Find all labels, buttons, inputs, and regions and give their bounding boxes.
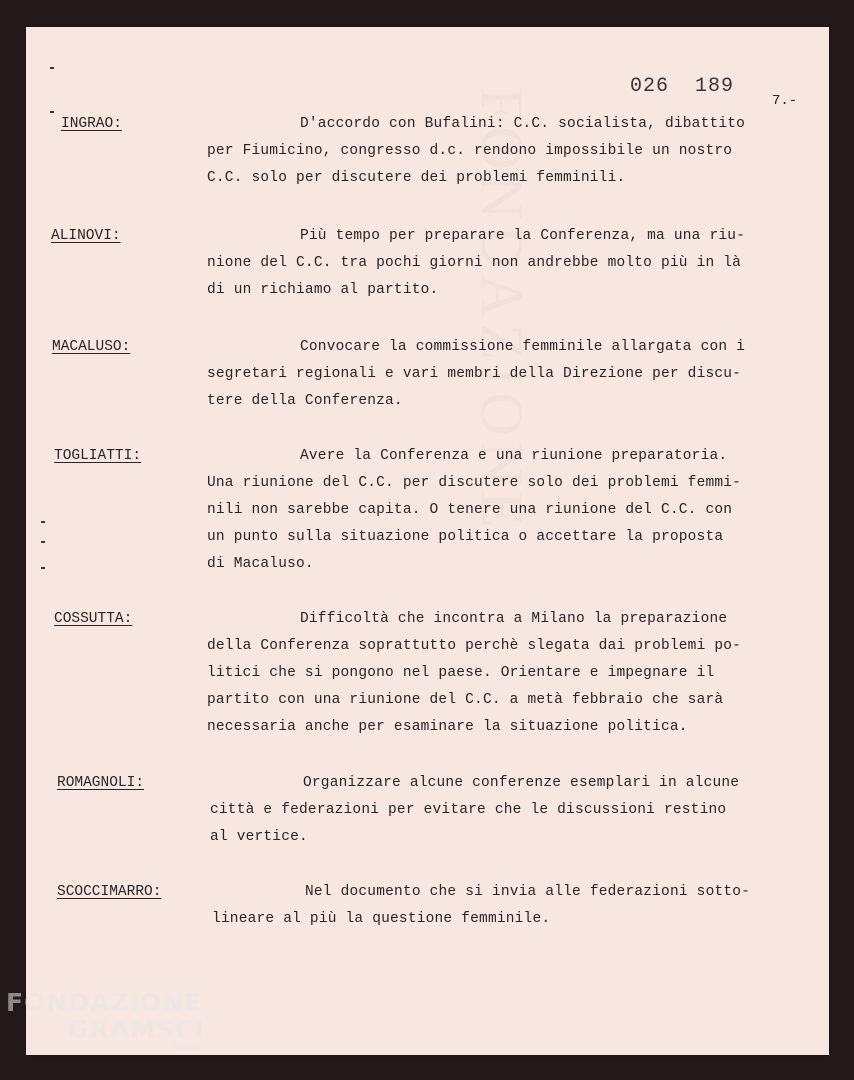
- statement-line: della Conferenza soprattutto perchè slegata dai problemi po-: [207, 638, 742, 654]
- fondazione-gramsci-logo: [6, 988, 205, 1052]
- statement-line: Più tempo per preparare la Conferenza, ma una riu-: [300, 228, 746, 244]
- statement-line: città e federazioni per evitare che le discussioni restino: [210, 802, 727, 818]
- statement-line: Convocare la commissione femminile allargata con i: [300, 339, 746, 355]
- speaker-name: INGRAO:: [61, 116, 122, 132]
- statement-line: Organizzare alcune conferenze esemplari in alcune: [303, 775, 740, 791]
- statement-line: nione del C.C. tra pochi giorni non andrebbe molto più in là: [207, 255, 742, 271]
- statement-line: Una riunione del C.C. per discutere solo dei problemi femmi-: [207, 475, 742, 491]
- watermark: FONDAZIONE: [469, 87, 535, 534]
- statement-line: di Macaluso.: [207, 556, 314, 572]
- statement-line: lineare al più la questione femminile.: [212, 911, 551, 927]
- margin-mark: [50, 67, 54, 69]
- margin-mark: [41, 521, 45, 523]
- logo-line: onlus: [174, 1042, 199, 1052]
- statement-line: al vertice.: [210, 829, 308, 845]
- speaker-name: ALINOVI:: [51, 228, 121, 244]
- document-page: [26, 27, 829, 1055]
- archive-number: 026 189: [630, 75, 735, 98]
- speaker-name: ROMAGNOLI:: [57, 775, 145, 791]
- statement-line: un punto sulla situazione politica o accettare la proposta: [207, 529, 724, 545]
- speaker-name: TOGLIATTI:: [54, 448, 142, 464]
- speaker-name: SCOCCIMARRO:: [57, 884, 162, 900]
- margin-mark: [41, 541, 45, 543]
- margin-mark: [41, 567, 45, 569]
- logo-line: GRAMSCI: [68, 1015, 205, 1044]
- statement-line: per Fiumicino, congresso d.c. rendono impossibile un nostro: [207, 143, 733, 159]
- logo-line: FONDAZIONE: [6, 988, 203, 1017]
- margin-mark: [50, 111, 54, 113]
- statement-line: Nel documento che si invia alle federazioni sotto-: [305, 884, 751, 900]
- statement-line: necessaria anche per esaminare la situazione politica.: [207, 719, 688, 735]
- speaker-name: MACALUSO:: [52, 339, 131, 355]
- statement-line: litici che si pongono nel paese. Orientare e impegnare il: [207, 665, 715, 681]
- statement-line: nili non sarebbe capita. O tenere una riunione del C.C. con: [207, 502, 733, 518]
- statement-line: partito con una riunione del C.C. a metà febbraio che sarà: [207, 692, 724, 708]
- statement-line: di un richiamo al partito.: [207, 282, 439, 298]
- statement-line: Difficoltà che incontra a Milano la preparazione: [300, 611, 728, 627]
- statement-line: segretari regionali e vari membri della Direzione per discu-: [207, 366, 742, 382]
- statement-line: tere della Conferenza.: [207, 393, 403, 409]
- speaker-name: COSSUTTA:: [54, 611, 133, 627]
- statement-line: Avere la Conferenza e una riunione preparatoria.: [300, 448, 728, 464]
- statement-line: D'accordo con Bufalini: C.C. socialista, dibattito: [300, 116, 746, 132]
- page-number: 7.-: [772, 93, 798, 109]
- statement-line: C.C. solo per discutere dei problemi femminili.: [207, 170, 626, 186]
